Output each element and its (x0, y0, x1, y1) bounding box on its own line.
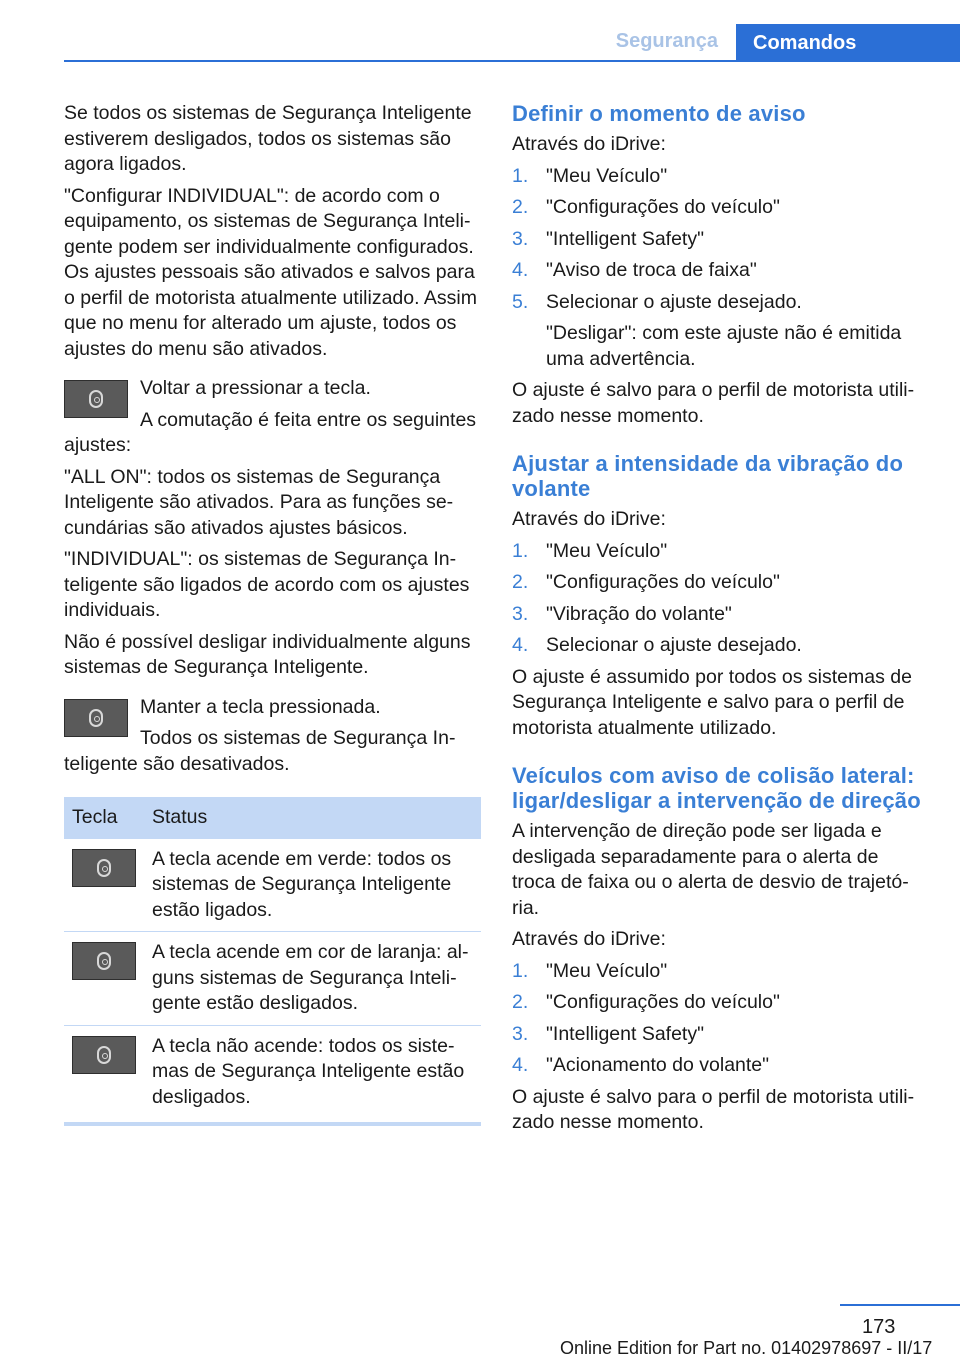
header-chapter-tab (736, 24, 960, 62)
list-item: 2. "Configurações do veículo" (512, 196, 780, 218)
paragraph: Através do iDrive: (512, 133, 666, 155)
table-row (64, 839, 481, 932)
page-number: 173 (862, 1316, 896, 1338)
paragraph: Não é possível desligar individualmente alguns sistemas de Segurança Inteligente. (64, 630, 471, 678)
header-section-label: Segurança (615, 30, 718, 52)
paragraph: Se todos os sistemas de Segurança Inteligente estiverem desligados, todos os sistemas são agora ligados. (64, 102, 472, 175)
list-item: 1. "Meu Veículo" (512, 539, 668, 562)
footer-rule (840, 1304, 960, 1306)
paragraph: Através do iDrive: (512, 508, 666, 530)
section-heading: Ajustar a intensidade da vibração do volante (512, 451, 904, 501)
table-row (64, 1025, 481, 1124)
intelligent-safety-key-icon (64, 380, 128, 418)
paragraph: Todos os sistemas de Segurança Inteligente são desativados. (64, 727, 456, 775)
list-item: 1. "Meu Veículo" (512, 164, 668, 187)
edition-note: Online Edition for Part no. 01402978697 - II/17 (560, 1338, 933, 1358)
header-rule (64, 60, 960, 62)
key-instruction-hold (64, 695, 481, 784)
table-row (64, 932, 481, 1026)
list-item: 3. "Vibração do volante" (512, 602, 732, 625)
paragraph: "ALL ON": todos os sistemas de Segurança Inteligente são ativados. Para as funções secundárias são ativados ajustes básicos. (64, 465, 454, 539)
list-item: 2. "Configurações do veículo" (512, 991, 780, 1013)
paragraph: "INDIVIDUAL": os sistemas de Segurança Inteligente são ligados de acordo com os ajustes individuais. (64, 548, 470, 621)
paragraph: O ajuste é salvo para o perfil de motorista utilizado nesse momento. (512, 1085, 915, 1133)
key-off-icon (72, 1036, 136, 1074)
paragraph: A intervenção de direção pode ser ligada e desligada separadamente para o alerta de troca de faixa ou o alerta de desvio de trajetória. (512, 820, 909, 919)
paragraph: Voltar a pressionar a tecla. (140, 377, 371, 399)
paragraph: "Configurar INDIVIDUAL": de acordo com o equipamento, os sistemas de Segurança Inteligente podem ser individualmente configurados. Os ajustes pessoais são ativados e salvos para o perfil de motorista atualmente utilizado. Assim que no menu for alterado um ajuste, todos os ajustes do menu são ativados. (64, 184, 477, 360)
steps-list (512, 164, 926, 373)
paragraph: A comutação é feita entre os seguintes ajustes: (64, 408, 477, 456)
status-cell: A tecla acende em cor de laranja: alguns sistemas de Segurança Inteligente estão desligados. (144, 932, 481, 1026)
status-cell: A tecla acende em verde: todos os sistemas de Segurança Inteligente estão ligados. (144, 839, 481, 932)
list-item: 4. "Aviso de troca de faixa" (512, 259, 757, 281)
left-column (64, 101, 481, 1126)
steps-list (512, 959, 926, 1079)
step-note: "Desligar": com este ajuste não é emitida uma advertência. (546, 322, 902, 370)
list-item: 4. Selecionar o ajuste desejado. (512, 634, 802, 656)
status-cell: A tecla não acende: todos os sistemas de Segurança Inteligente estão desligados. (144, 1025, 481, 1124)
paragraph: O ajuste é salvo para o perfil de motorista utilizado nesse momento. (512, 379, 915, 427)
list-item: 3. "Intelligent Safety" (512, 1022, 705, 1045)
key-instruction-press (64, 376, 481, 465)
list-item: 3. "Intelligent Safety" (512, 227, 705, 250)
table-header-status: Status (144, 797, 481, 839)
list-item: 5. Selecionar o ajuste desejado. "Desligar": com este ajuste não é emitida uma advertência. (512, 290, 926, 373)
paragraph: Manter a tecla pressionada. (140, 695, 381, 718)
table-header-key: Tecla (64, 797, 144, 839)
key-orange-icon (72, 942, 136, 980)
section-heading: Definir o momento de aviso (512, 101, 806, 126)
paragraph: O ajuste é assumido por todos os sistemas de Segurança Inteligente e salvo para o perfil de motorista atualmente utilizado. (512, 665, 912, 739)
right-column (512, 101, 926, 1142)
intelligent-safety-key-icon (64, 699, 128, 737)
paragraph: Através do iDrive: (512, 928, 666, 950)
page-header (0, 0, 960, 62)
header-chapter-label: Comandos (753, 31, 857, 54)
steps-list (512, 539, 926, 659)
list-item: 2. "Configurações do veículo" (512, 571, 780, 593)
key-status-table (64, 797, 481, 1126)
key-green-icon (72, 849, 136, 887)
list-item: 1. "Meu Veículo" (512, 959, 668, 982)
section-heading: Veículos com aviso de colisão lateral: ligar/desligar a intervenção de direção (512, 763, 921, 813)
list-item: 4. "Acionamento do volante" (512, 1054, 770, 1076)
